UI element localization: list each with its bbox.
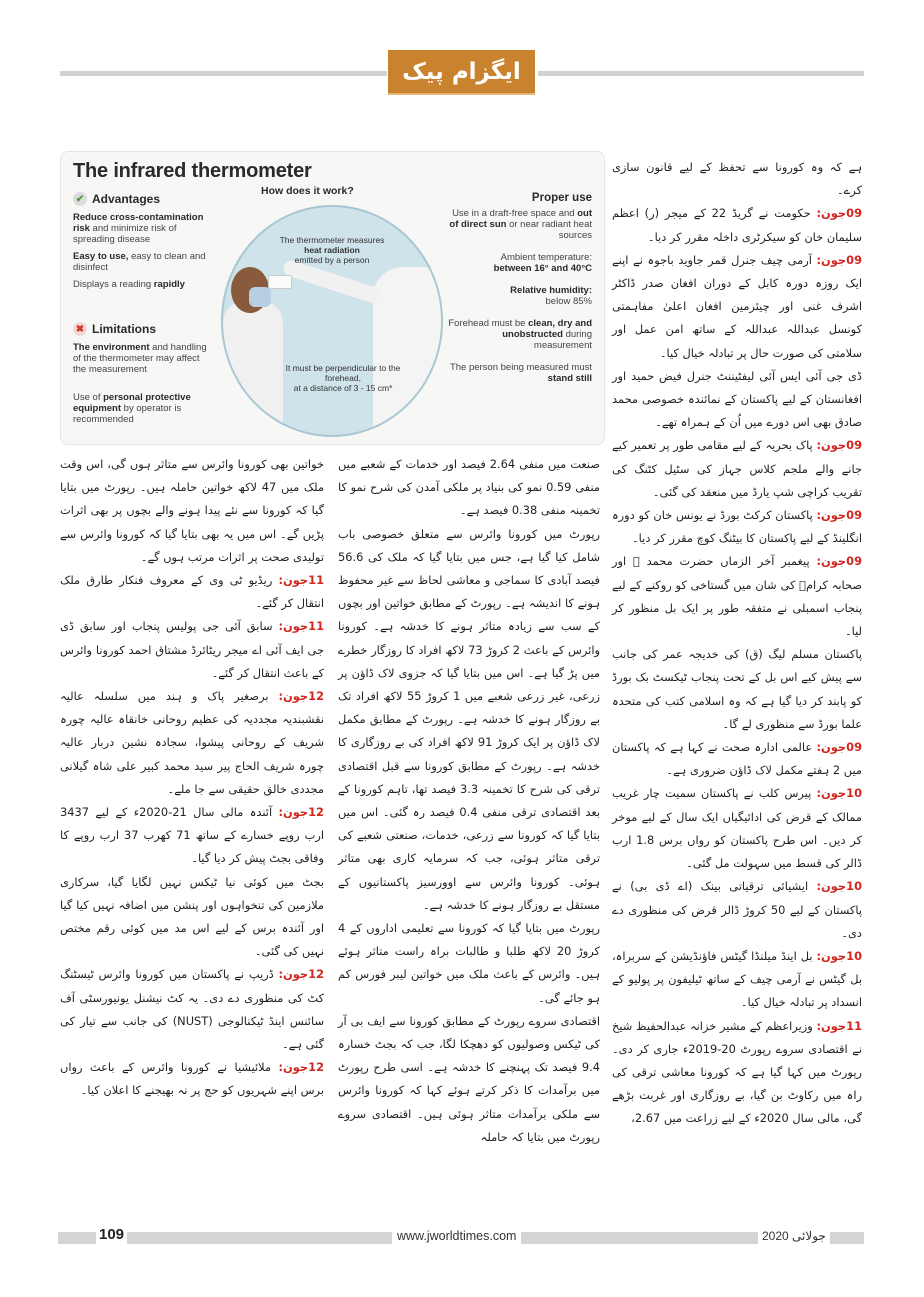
news-date: 12جون: xyxy=(278,1060,324,1075)
limitations-heading: ✖ Limitations xyxy=(73,322,156,336)
proper-use-panel xyxy=(442,192,592,395)
news-paragraph xyxy=(60,801,324,871)
check-icon: ✔ xyxy=(73,192,87,206)
news-date: 09جون: xyxy=(816,438,862,453)
news-paragraph xyxy=(612,202,862,248)
news-text: پاکستان مسلم لیگ (ق) کی خدیجہ عمر کی جانب سے پیش کیے اس بل کے تحت پنجاب ٹیکسٹ بک بورڈ کو پابند کر دیا گیا ہے کہ وہ اسلامی کتب کی متحدہ علما بورڈ سے منظوری لے گا۔ xyxy=(612,647,862,731)
issue-date: جولائی 2020 xyxy=(758,1228,830,1244)
news-text: ایشیائی ترقیاتی بینک (اے ڈی بی) نے پاکستان کے لیے 50 کروڑ ڈالر قرض کی منظوری دے دی۔ xyxy=(612,879,862,940)
advantage-item: Easy to use, easy to clean and disinfect xyxy=(73,251,206,273)
news-date: 11جون: xyxy=(278,573,324,588)
news-paragraph xyxy=(60,569,324,615)
advantage-item: Reduce cross-contamination risk and minimize risk of spreading disease xyxy=(73,212,204,245)
news-paragraph xyxy=(612,736,862,782)
news-text: اقتصادی سروے رپورٹ کے مطابق کورونا سے ایف بی آر کی ٹیکس وصولیوں کو دھچکا لگا، جب کہ بجٹ خسارہ 9.4 فیصد تک پہنچنے کا خدشہ ہے۔ اسی طرح رپورٹ میں برآمدات کا ذکر کرتے ہوئے کہا کہ کورونا وائرس سے ملکی برآمدات متاثر ہوئی ہیں۔ اقتصادی سروے رپورٹ میں بتایا کہ حاملہ xyxy=(338,1013,600,1144)
news-paragraph xyxy=(612,945,862,1015)
news-paragraph xyxy=(60,453,324,569)
page-number: 109 xyxy=(96,1226,127,1244)
thermometer-gun-icon xyxy=(268,275,292,289)
news-date: 10جون: xyxy=(816,948,862,963)
news-date: 09جون: xyxy=(816,252,862,267)
news-text: آرمی چیف جنرل قمر جاوید باجوہ نے اپنے ایک روزہ دورہ کابل کے دوران افغان صدر ڈاکٹر اشرف غنی اور چیئرمین افغان اعلیٰ مفاہمتی کونسل عبداللہ عبداللہ کے ساتھ امن عمل اور سلامتی کی صورت حال پر تبادلہ خیال کیا۔ xyxy=(612,252,862,360)
news-text: ڈریپ نے پاکستان میں کورونا وائرس ٹیسٹنگ کٹ کی منظوری دے دی۔ یہ کٹ نیشنل یونیورسٹی آف سائنس اینڈ ٹیکنالوجی (NUST) کی جانب سے تیار کی گئی ہے۔ xyxy=(60,967,324,1052)
header-rule-left xyxy=(60,71,387,76)
news-paragraph xyxy=(60,963,324,1056)
infrared-thermometer-infographic xyxy=(60,151,605,445)
website-link[interactable]: www.jworldtimes.com xyxy=(392,1228,521,1244)
news-paragraph xyxy=(338,523,600,917)
news-paragraph xyxy=(338,453,600,523)
news-date: 12جون: xyxy=(278,805,324,820)
news-paragraph xyxy=(612,504,862,550)
news-paragraph xyxy=(612,434,862,504)
news-paragraph xyxy=(612,875,862,945)
proper-use-item: Forehead must be clean, dry and unobstructed during measurement xyxy=(448,318,592,351)
news-text: ڈی جی آئی ایس آئی لیفٹیننٹ جنرل فیض حمید اور افغانستان کے لیے پاکستان کے نمائندہ خصوصی محمد صادق بھی اس دورے میں اُن کے ہمراہ تھے۔ xyxy=(612,368,862,430)
news-date: 12جون: xyxy=(278,967,324,982)
article-column-right xyxy=(612,156,862,1131)
news-text: حکومت نے گریڈ 22 کے میجر (ر) اعظم سلیمان خان کو سیکرٹری داخلہ مقرر کر دیا۔ xyxy=(612,206,862,244)
news-text: برصغیر پاک و ہند میں سلسلہ عالیہ نقشبندیہ مجددیہ کی عظیم روحانی خانقاہ عالیہ چورہ شریف کے روحانی پیشوا، سجادہ نشین دربار عالیہ چورہ شریف الحاج پیر سید محمد کبیر علی شاہ گیلانی مجددی خالق حقیقی سے جا ملے۔ xyxy=(60,689,324,796)
news-text: بل اینڈ میلنڈا گیٹس فاؤنڈیشن کے سربراہ، بل گیٹس نے آرمی چیف کے ساتھ ٹیلیفون پر پولیو کے انسداد پر تبادلہ خیال کیا۔ xyxy=(612,948,862,1010)
face-mask xyxy=(249,287,271,307)
proper-use-heading: Proper use xyxy=(531,192,592,204)
news-text: پاک بحریہ کے لیے مقامی طور پر تعمیر کیے جانے والے ملجم کلاس جہاز کی سٹیل کٹنگ کی تقریب کراچی شپ یارڈ میں منعقد کی گئی۔ xyxy=(612,438,862,499)
news-paragraph xyxy=(612,643,862,736)
news-paragraph xyxy=(612,249,862,365)
news-paragraph xyxy=(612,365,862,435)
news-text: آئندہ مالی سال 21-2020ء کے لیے 3437 ارب روپے خسارے کے ساتھ 71 کھرب 37 ارب روپے کا وفاقی بجٹ پیش کر دیا گیا۔ xyxy=(60,805,324,866)
news-date: 09جون: xyxy=(816,740,862,755)
how-bottom-caption: It must be perpendicular to the forehead, at a distance of 3 - 15 cm* xyxy=(285,363,401,393)
header-rule-right xyxy=(538,71,864,76)
news-paragraph xyxy=(338,1010,600,1149)
news-text: ہے کہ وہ کورونا سے تحفظ کے لیے قانون سازی کرے۔ xyxy=(612,160,862,198)
news-text: عالمی ادارہ صحت نے کہا ہے کہ پاکستان میں 2 ہفتے مکمل لاک ڈاؤن ضروری ہے۔ xyxy=(612,740,862,778)
cross-icon: ✖ xyxy=(73,322,87,336)
news-text: رپورٹ میں بتایا گیا کہ کورونا سے تعلیمی اداروں کے 4 کروڑ 20 لاکھ طلبا و طالبات براہ راست متاثر ہوئے ہیں۔ وائرس کے باعث ملک میں خواتین لیبر فورس کم ہو جائے گی۔ xyxy=(338,921,600,1005)
person-being-measured xyxy=(223,302,283,437)
news-paragraph xyxy=(338,917,600,1010)
news-paragraph xyxy=(60,871,324,964)
article-column-middle xyxy=(338,453,600,1149)
operator-arm xyxy=(281,258,381,304)
operator-in-ppe xyxy=(373,267,443,437)
news-date: 11جون: xyxy=(278,619,324,634)
news-text: بجٹ میں کوئی نیا ٹیکس نہیں لگایا گیا، سرکاری ملازمین کی تنخواہوں اور پنشن میں اضافہ نہیں کیا گیا اور آئندہ برس کے لیے اس مد میں کوئی رقم مختص نہیں کی گئی۔ xyxy=(60,874,324,959)
news-paragraph xyxy=(60,615,324,685)
news-paragraph xyxy=(60,685,324,801)
news-date: 09جون: xyxy=(816,508,862,523)
section-title-badge: ایگزام پیک xyxy=(388,50,535,95)
news-text: پاکستان کرکٹ بورڈ نے یونس خان کو دورہ انگلینڈ کے لیے پاکستان کا بیٹنگ کوچ مقرر کر دیا۔ xyxy=(612,508,862,546)
news-paragraph xyxy=(612,1015,862,1131)
news-paragraph xyxy=(612,550,862,643)
news-date: 10جون: xyxy=(816,879,862,894)
news-text: ملائیشیا نے کورونا وائرس کے باعث رواں برس اپنے شہریوں کو حج پر نہ بھیجنے کا اعلان کیا۔ xyxy=(60,1060,324,1098)
how-top-caption: The thermometer measures heat radiation emitted by a person xyxy=(279,235,385,265)
proper-use-item: The person being measured must stand still xyxy=(449,362,592,384)
news-text: ریڈیو ٹی وی کے معروف فنکار طارق ملک انتقال کر گئے۔ xyxy=(60,573,324,611)
news-text: وزیراعظم کے مشیر خزانہ عبدالحفیظ شیخ نے اقتصادی سروے رپورٹ 20-2019ء جاری کر دی۔ رپورٹ میں کہا گیا ہے کہ کورونا معاشی ترقی کی راہ میں رکاوٹ بن گیا، بے روزگاری اور غربت بڑھے گی، مالی سال 2020ء کے لیے زراعت میں 2.67، xyxy=(612,1018,862,1126)
limitation-item: Use of personal protective equipment by operator is recommended xyxy=(73,392,191,425)
limitation-item: The environment and handling of the thermometer may affect the measurement xyxy=(73,342,207,375)
news-date: 09جون: xyxy=(816,206,862,221)
news-text: صنعت میں منفی 2.64 فیصد اور خدمات کے شعبے میں منفی 0.59 نمو کی بنیاد پر ملکی آمدن کی شرح نمو کا تخمینہ منفی 0.38 فیصد ہے۔ xyxy=(338,457,600,518)
thermometer-photo-circle xyxy=(221,205,443,437)
infographic-title: The infrared thermometer xyxy=(73,160,312,182)
proper-use-item: Relative humidity: below 85% xyxy=(510,285,592,307)
news-date: 09جون: xyxy=(816,554,862,569)
proper-use-item: Use in a draft-free space and out of direct sun or near radiant heat sources xyxy=(449,208,592,241)
proper-use-item: Ambient temperature: between 16° and 40°C xyxy=(493,252,592,274)
news-paragraph xyxy=(60,1056,324,1102)
how-it-works-heading: How does it work? xyxy=(261,185,354,197)
news-text: پیغمبر آخر الزماں حضرت محمد ﷺ اور صحابہ کرامؓ کی شان میں گستاخی کو روکنے کے لیے پنجاب اسمبلی نے متفقہ طور پر ایک بل منظور کر لیا۔ xyxy=(612,554,862,639)
advantages-heading: ✔ Advantages xyxy=(73,192,160,206)
news-text: رپورٹ میں کورونا وائرس سے متعلق خصوصی باب شامل کیا گیا ہے، جس میں بتایا گیا کہ ملک کی 56.6 فیصد آبادی کا سماجی و معاشی لحاظ سے غیر محفوظ ہونے کا اندیشہ ہے۔ رپورٹ کے مطابق خواتین اور بچوں کے سب سے زیادہ متاثر ہونے کا خدشہ ہے۔ کورونا وائرس کے باعث 2 کروڑ 73 لاکھ افراد کا روزگار خطرے میں پڑ گیا ہے۔ اس میں بتایا گیا کہ جزوی لاک ڈاؤن پر زرعی، غیر زرعی شعبے میں 1 کروڑ 55 لاکھ افراد تک بے روزگار ہونے کا خدشہ ہے۔ رپورٹ کے مطابق مکمل لاک ڈاؤن پر ایک کروڑ 91 لاکھ افراد کی بے روزگاری کا خدشہ ہے۔ رپورٹ کے مطابق کورونا سے قبل اقتصادی ترقی کی شرح کا تخمینہ 3.3 فیصد تھا، تاہم کورونا کے بعد اقتصادی ترقی منفی 0.4 فیصد رہ گئی۔ اس میں بتایا گیا کہ کورونا سے زرعی، خدمات، صنعتی شعبے کی ترقی متاثر ہوئی، جب کہ سرمایہ کاری بھی متاثر ہوئی۔ کورونا وائرس سے اوورسیز پاکستانیوں کے مستقل بے روزگار ہونے کا خدشہ ہے۔ xyxy=(338,526,601,912)
news-paragraph xyxy=(612,156,862,202)
article-column-left xyxy=(60,453,324,1103)
news-date: 10جون: xyxy=(816,786,862,801)
news-text: خواتین بھی کورونا وائرس سے متاثر ہوں گی، اس وقت ملک میں 47 لاکھ خواتین حاملہ ہیں۔ رپورٹ میں بتایا گیا کہ کورونا سے نئے پیدا ہونے والے بچوں پر بھی اثرات پڑیں گے۔ اس میں یہ بھی بتایا گیا کہ کورونا وائرس سے تولیدی صحت پر اثرات مرتب ہوں گے۔ xyxy=(60,457,324,564)
news-text: سابق آئی جی پولیس پنجاب اور سابق ڈی جی ایف آئی اے میجر ریٹائرڈ مشتاق احمد کورونا وائرس کے باعث انتقال کر گئے۔ xyxy=(60,619,324,680)
advantage-item: Displays a reading rapidly xyxy=(73,279,185,290)
news-date: 11جون: xyxy=(816,1018,862,1033)
news-text: پیرس کلب نے پاکستان سمیت چار غریب ممالک کے قرض کی ادائیگیاں ایک سال کے لیے موخر کر دیں۔ اس طرح پاکستان کو رواں برس 1.8 ارب ڈالر کی قسط میں سہولت مل گئی۔ xyxy=(612,786,862,871)
news-date: 12جون: xyxy=(278,689,324,704)
news-paragraph xyxy=(612,782,862,875)
